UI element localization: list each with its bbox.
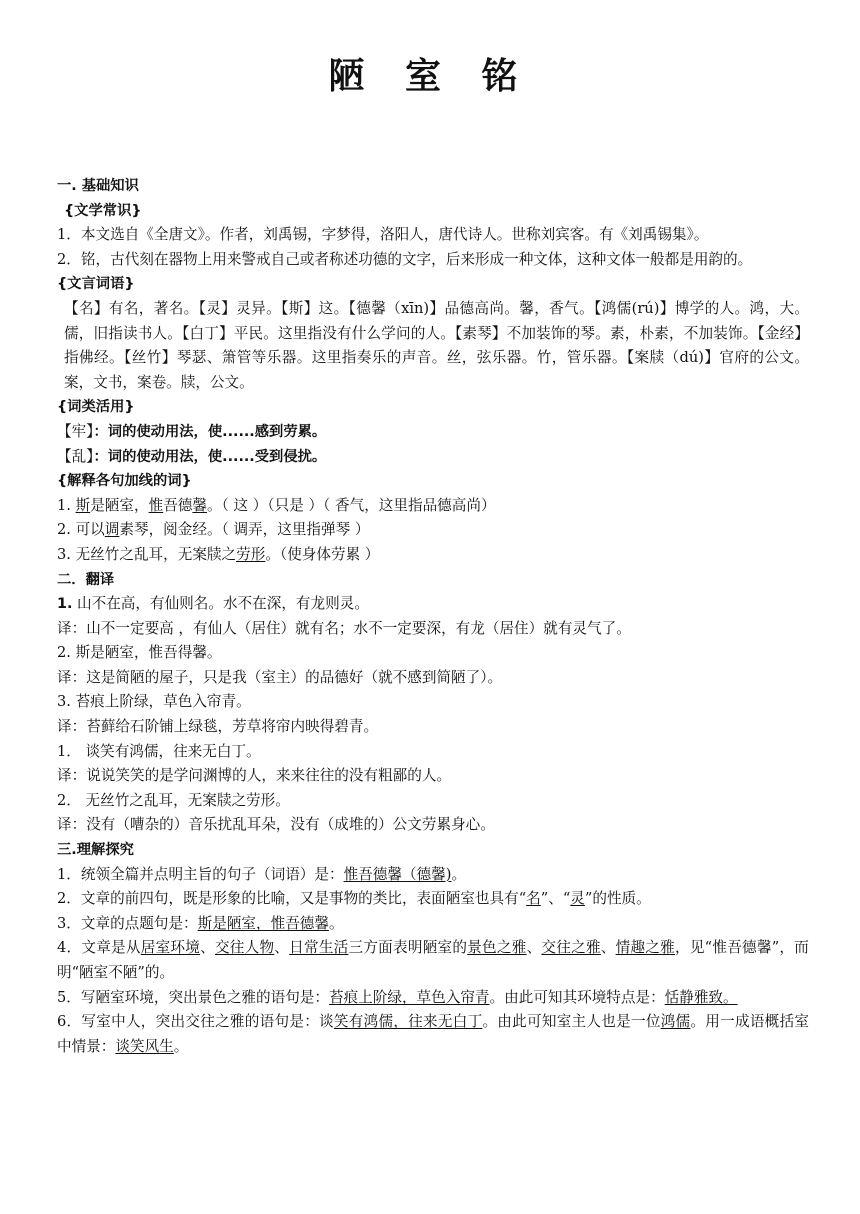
translation-5: 译：没有（嘈杂的）音乐扰乱耳朵，没有（成堆的）公文劳累身心。 [57,816,495,834]
underlined-answer: 情趣之雅 [615,939,675,957]
text-run: 。 [173,1037,189,1055]
item-number: 1. [57,596,73,613]
text-run: 1. [57,496,76,514]
text-run: 。用一成语概括室中情景： [57,1013,809,1055]
understanding-item-6 [57,1010,809,1059]
text-run: ”的性质。 [584,890,651,908]
translation-source-4: 1． 谈笑有鸿儒，往来无白丁。 [57,742,261,760]
subheading-explain-words: {解释各句加线的词} [57,473,192,490]
underlined-answer: 谈笑风生 [115,1037,174,1055]
explain-item-3 [57,543,809,568]
text-run: 、 [600,939,616,957]
text-run: 2．文章的前四句，既是形象的比喻，又是事物的类比，表面陋室也具有“ [57,890,527,908]
text-run: 素琴，阅金经。（ 调弄，这里指弹琴 ） [119,521,370,539]
usage-lao-colon: ：词的使动用法，使......感到劳累。 [93,423,327,440]
underlined-answer: 居室环境 [140,939,201,957]
subheading-literary-knowledge: {文学常识} [64,202,142,219]
underlined-answer: 灵 [570,890,585,908]
understanding-item-1 [57,863,809,888]
document-body [57,174,809,1059]
subheading-classical-vocab: {文言词语} [57,276,135,293]
subheading-word-usage: {词类活用} [57,399,135,416]
text-run: 。（使身体劳累 ） [265,545,380,563]
section-heading-translation: 二．翻译 [57,571,115,588]
underlined-word: 调 [104,521,120,539]
text-run: 1．统领全篇并点明主旨的句子（词语）是： [57,865,344,883]
understanding-item-2 [57,887,809,912]
text-run: 三方面表明陋室的 [348,939,468,957]
text-run: 。（ 这 ）（只是 ）（ 香气，这里指品德高尚） [207,496,496,514]
text-run: 。 [451,865,467,883]
underlined-word: 斯 [75,496,91,514]
text-run: ，见“惟吾德馨”，而明“陋室不陋”的。 [57,939,809,981]
explain-item-1 [57,494,809,519]
translation-1: 译：山不一定要高 ，有仙人（居住）就有名；水不一定要深，有龙（居住）就有灵气了。 [57,619,631,637]
text-run: 6．写室中人，突出交往之雅的语句是：谈 [57,1013,334,1031]
usage-luan-colon: ：词的使动用法，使......受到侵扰。 [93,448,327,465]
text-run: ”、“ [540,890,571,908]
text-run: 2. 可以 [57,521,105,539]
text-run: 、 [274,939,290,957]
text-run: 5．写陋室环境，突出景色之雅的语句是： [57,988,329,1006]
translation-2: 译：这是简陋的屋子，只是我（室主）的品德好（就不感到简陋了）。 [57,668,503,686]
translation-source-5: 2． 无丝竹之乱耳，无案牍之劳形。 [57,791,290,809]
underlined-word: 惟 [148,496,164,514]
understanding-item-4 [57,936,809,985]
text-run: 、 [526,939,542,957]
underlined-word: 劳形 [236,545,266,563]
text-run: 是陋室， [90,496,149,514]
translation-3: 译：苔藓给石阶铺上绿毯，芳草将帘内映得碧青。 [57,718,379,736]
document-title: 陋 室 铭 [328,56,532,97]
underlined-answer: 鸿儒 [660,1013,691,1031]
translation-source-3: 3. 苔痕上阶绿，草色入帘青。 [57,693,251,711]
text-run: 。 [329,914,344,932]
section-heading-basics: 一. 基础知识 [57,178,139,194]
literary-note-2: 2．铭，古代刻在器物上用来警戒自己或者称述功德的文字，后来形成一种文体，这种文体一般都是用韵的。 [57,250,753,268]
literary-note-1: 1．本文选自《全唐文》。作者，刘禹锡，字梦得，洛阳人，唐代诗人。世称刘宾客。有《刘禹锡集》。 [57,226,709,244]
underlined-word: 馨 [192,496,207,514]
text-run: 4．文章是从 [57,939,141,957]
usage-lao [57,420,809,445]
underlined-answer: 日常生活 [289,939,349,957]
usage-luan-key: 【乱】 [57,447,94,465]
underlined-answer: 交往人物 [214,939,275,957]
underlined-answer: 惟吾德馨（德馨) [343,865,452,883]
explain-item-2 [57,518,809,543]
text-run: 3. 无丝竹之乱耳，无案牍之 [57,545,237,563]
usage-luan [57,445,809,470]
underlined-answer: 名 [526,890,541,908]
underlined-answer: 景色之雅 [467,939,527,957]
text-run: 山不在高，有仙则名。水不在深，有龙则灵。 [72,595,369,613]
underlined-answer: 交往之雅 [541,939,601,957]
translation-source-2: 2. 斯是陋室，惟吾得馨。 [57,644,222,662]
text-run: 3．文章的点题句是： [57,914,198,932]
underlined-answer: 苔痕上阶绿，草色入帘青 [328,988,490,1006]
underlined-answer: 恬静雅致。 [664,988,738,1006]
vocab-paragraph: 【名】有名，著名。【灵】灵异。【斯】这。【德馨（xīn)】品德高尚。馨，香气。【鸿儒(rú)】博学的人。鸿，大。儒，旧指读书人。【白丁】平民。这里指没有什么学问的人。【素琴】不加装饰的琴。素，朴素，不加装饰。【金经】指佛经。【丝竹】琴瑟、箫管等乐器。这里指奏乐的声音。丝，弦乐器。竹，管乐器。【案牍（dú)】官府的公文。案，文书，案卷。牍，公文。 [64,299,809,391]
translation-source-1 [57,592,809,617]
underlined-answer: 笑有鸿儒，往来无白丁 [333,1013,483,1031]
text-run: 、 [200,939,215,957]
usage-lao-key: 【牢】 [57,422,94,440]
text-run: 。由此可知其环境特点是： [489,988,665,1006]
understanding-item-3 [57,912,809,937]
translation-4: 译：说说笑笑的是学问渊博的人，来来往往的没有粗鄙的人。 [57,767,452,785]
section-heading-understanding: 三.理解探究 [57,842,134,859]
text-run: 吾德 [163,496,193,514]
text-run: 。由此可知室主人也是一位 [482,1013,661,1031]
underlined-answer: 斯是陋室，惟吾德馨 [197,914,329,932]
understanding-item-5 [57,986,809,1011]
